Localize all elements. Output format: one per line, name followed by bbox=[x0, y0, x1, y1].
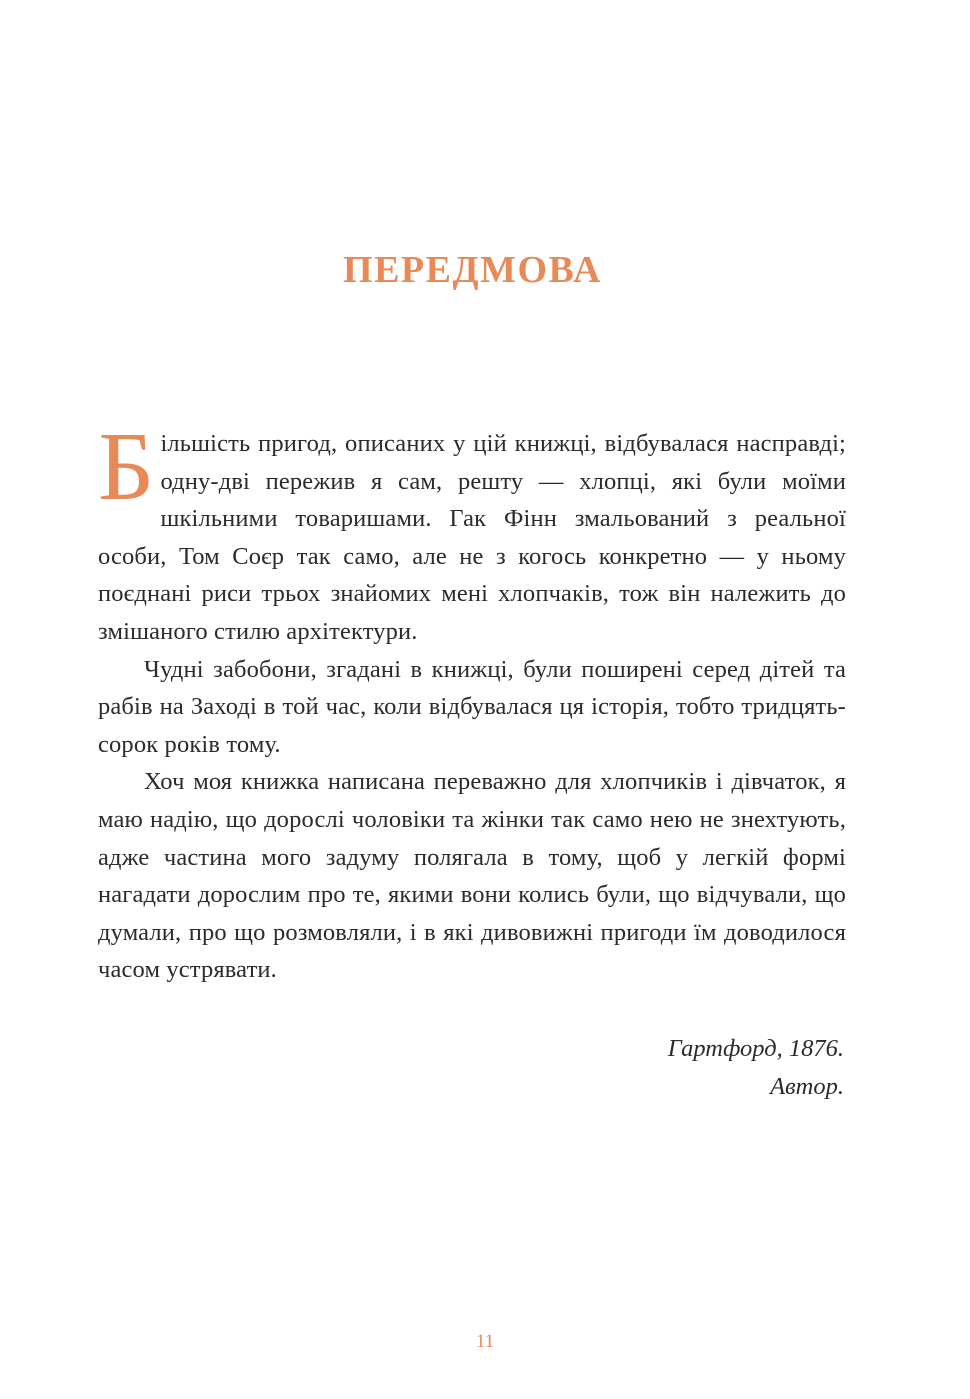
signature-author: Автор. bbox=[770, 1072, 844, 1100]
signature-block bbox=[668, 1030, 844, 1105]
drop-cap: Б bbox=[98, 413, 155, 521]
paragraph-3: Хоч моя книжка написана переважно для хлопчиків і дівчаток, я маю надію, що дорослі чоловіки та жінки так само нею не знехтують, адже частина мого задуму полягала в тому, щоб у легкій формі нагадати дорослим про те, якими вони колись були, що відчували, що думали, про що розмовляли, і в які дивовижні пригоди їм доводилося часом устрявати. bbox=[98, 768, 846, 984]
preface-body bbox=[98, 413, 846, 989]
paragraph-1-text: ільшість пригод, описаних у цій книжці, відбувалася насправді; одну-дві пережив я сам, решту — хлопці, які були моїми шкільними товаришами. Гак Фінн змальований з реальної особи, Том Соєр так само, але не з когось конкретно — у ньому поєднані риси трьох знайомих мені хлопчаків, тож він належить до змішаного стилю архітектури. bbox=[98, 430, 846, 645]
signature-place-date: Гартфорд, 1876. bbox=[667, 1035, 844, 1062]
chapter-title: ПЕРЕДМОВА bbox=[343, 249, 602, 291]
page-number: 11 bbox=[475, 1331, 495, 1352]
paragraph-1 bbox=[98, 413, 846, 651]
paragraph-2: Чудні забобони, згадані в книжці, були поширені серед дітей та рабів на Заході в той час, коли відбувалася ця історія, тобто тридцять-сорок років тому. bbox=[98, 655, 846, 758]
